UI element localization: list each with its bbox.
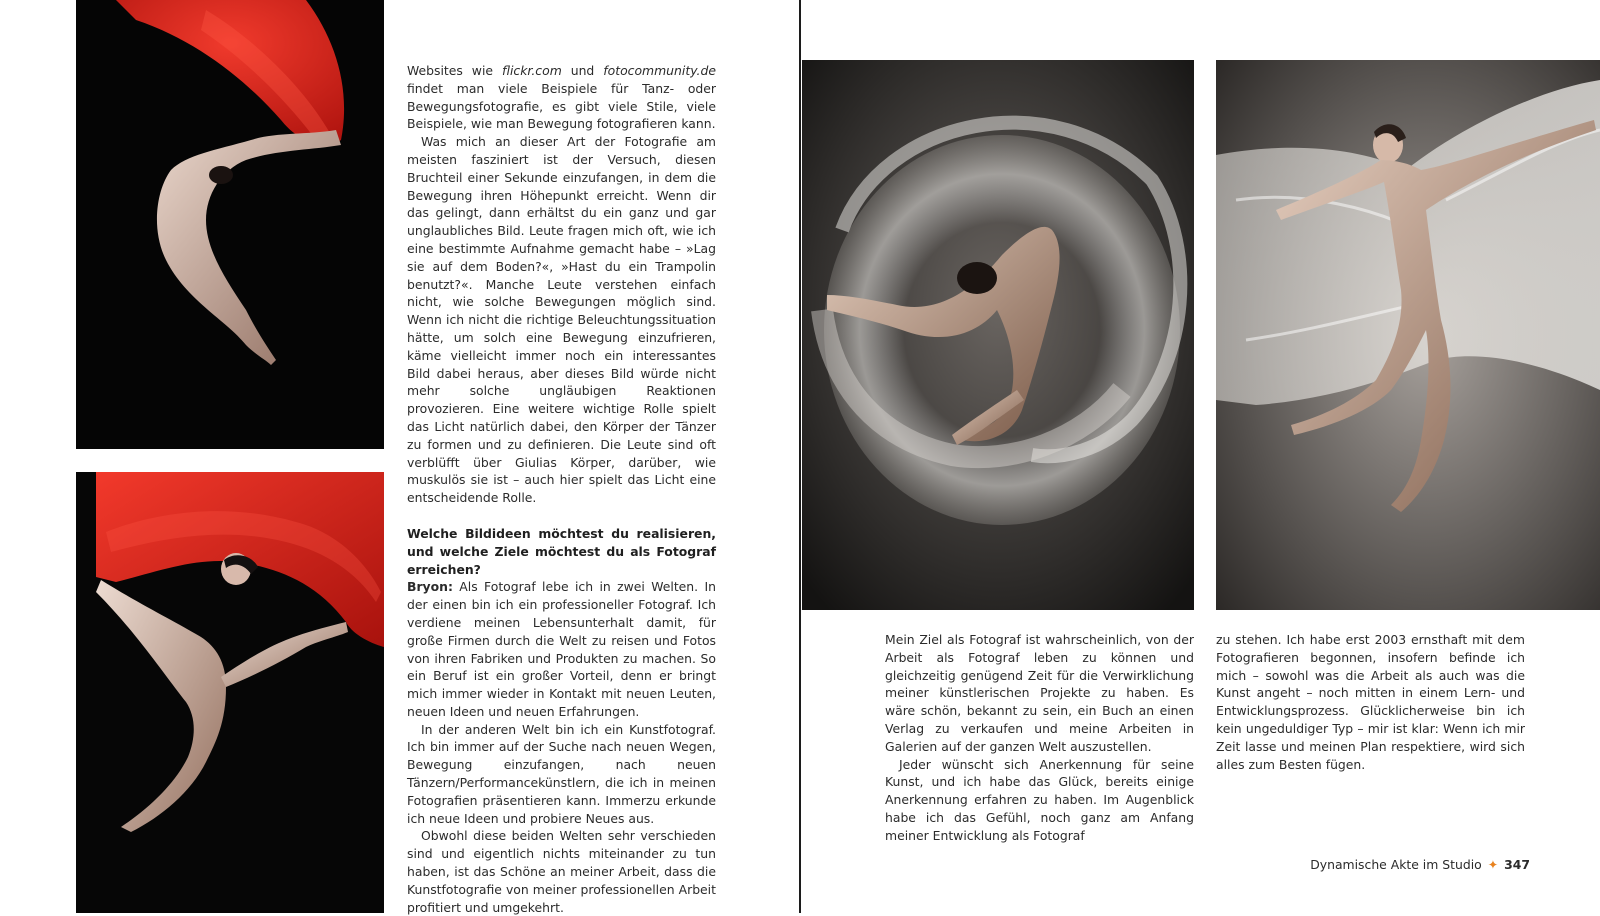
photo-dancer-silver-fabric-circle bbox=[802, 60, 1194, 610]
flickr-reference: flickr.com bbox=[501, 63, 562, 78]
section-title: Dynamische Akte im Studio bbox=[1310, 857, 1482, 872]
intro-text-end: findet man viele Beispiele für Tanz- oder Bewegungsfotografie, es gibt viele Stile, viele Beispiele, wie man Bewegung fotografieren kann. bbox=[407, 80, 716, 132]
page-number: 347 bbox=[1504, 857, 1530, 872]
paragraph-continuation: zu stehen. Ich habe erst 2003 ernsthaft mit dem Fotografieren begonnen, insofern befinde ich mich – sowohl was die Arbeit als auch was die Kunst angeht – noch mitten in einem Lern- und Entwicklungsprozess. Glücklicherweise bin ich kein ungeduldiger Typ – mir ist klar: Wenn ich mir Zeit lasse und meinen Plan respektiere, wird sich alles zum Besten fügen. bbox=[1216, 632, 1525, 772]
intro-text-and: und bbox=[561, 63, 604, 78]
paragraph-answer-1 bbox=[407, 578, 716, 720]
paragraph-intro bbox=[407, 62, 716, 133]
interview-question: Welche Bildideen möchtest du realisieren, und welche Ziele möchtest du als Fotograf erreichen? bbox=[407, 525, 716, 577]
photo-dancer-silver-veil-leap bbox=[1216, 60, 1600, 610]
fotocommunity-reference: fotocommunity.de bbox=[603, 63, 716, 78]
paragraph-answer-3: Obwohl diese beiden Welten sehr verschieden sind und eigentlich nichts miteinander zu tun haben, ist das Schöne an meiner Arbeit, dass die Kunstfotografie von meiner professionellen Arbeit profitiert und umgekehrt. bbox=[407, 828, 716, 915]
paragraph-fascination: Was mich an dieser Art der Fotografie am meisten fasziniert ist der Versuch, diesen Bruchteil einer Sekunde einzufangen, in dem die Bewegung ihren Höhepunkt erreicht. Wenn dir das gelingt, dann erhältst du ein ganz und gar unglaubliches Bild. Leute fragen mich oft, wie ich eine bestimmte Aufnahme gemacht habe – »Lag sie auf dem Boden?«, »Hast du ein Trampolin benutzt?«. Manche Leute verstehen einfach nicht, wie solche Bewegungen möglich sind. Wenn ich nicht die richtige Beleuchtungssituation hätte, um solch eine Bewegung einzufrieren, käme vielleicht immer noch ein interessantes Bild dabei heraus, aber dieses Bild würde nicht mehr solche ungläubigen Reaktionen provozieren. Eine weitere wichtige Rolle spielt das Licht natürlich dabei, den Körper der Tänzer zu formen und zu definieren. Die Leute sind oft verblüfft über Giulias Körper, darüber, wie muskulös sie ist – auch hier spielt das Licht eine entscheidende Rolle. bbox=[407, 134, 716, 506]
paragraph-answer-2: In der anderen Welt bin ich ein Kunstfotograf. Ich bin immer auf der Suche nach neuen Wegen, Bewegung einzufangen, nach neuen Tänzern/Performancekünstlern, die ich in meinen Fotografien präsentieren kann. Immerzu erkunde ich neue Ideen und probiere Neues aus. bbox=[407, 721, 716, 826]
paragraph-recognition: Jeder wünscht sich Anerkennung für seine Kunst, und ich habe das Glück, bereits einige Anerkennung erfahren zu haben. Im Augenblick habe ich das Gefühl, noch ganz am Anfang meiner Entwicklung als Fotograf bbox=[885, 756, 1194, 843]
photo-red-fabric-top-illustration bbox=[76, 0, 384, 449]
photo-dancer-red-fabric-bottom bbox=[76, 472, 384, 913]
left-text-column bbox=[407, 62, 716, 916]
star-ornament-icon: ✦ bbox=[1487, 857, 1499, 872]
right-text-column-2 bbox=[1216, 631, 1525, 773]
photo-silver-fabric-circle-illustration bbox=[802, 60, 1194, 610]
page-footer-folio bbox=[1310, 857, 1530, 872]
speaker-label: Bryon: bbox=[407, 579, 453, 595]
photo-red-fabric-bottom-illustration bbox=[76, 472, 384, 913]
page-gutter-line bbox=[799, 0, 801, 913]
photo-dancer-red-fabric-top bbox=[76, 0, 384, 449]
answer-1-text: Als Fotograf lebe ich in zwei Welten. In der einen bin ich ein professioneller Fotograf. Ich verdiene meinen Lebensunterhalt damit, für große Firmen durch die Welt zu reisen und Fotos von ihren Fabriken und Produkten zu machen. So ein Beruf ist ein großer Vorteil, denn er bringt mich immer wieder in Kontakt mit neuen Leuten, neuen Ideen und neuen Erfahrungen. bbox=[407, 579, 716, 719]
right-text-column-1 bbox=[885, 631, 1194, 845]
intro-text-start: Websites wie bbox=[407, 63, 502, 78]
photo-silver-veil-leap-illustration bbox=[1216, 60, 1600, 610]
paragraph-goal: Mein Ziel als Fotograf ist wahrscheinlich, von der Arbeit als Fotograf leben zu können und gleichzeitig genügend Zeit für die Verwirklichung meiner künstlerischen Projekte zu haben. Es wäre schön, bekannt zu sein, ein Buch an einen Verlag zu verkaufen und meine Arbeiten in Galerien auf der ganzen Welt auszustellen. bbox=[885, 632, 1194, 754]
paragraph-spacer bbox=[407, 507, 716, 525]
